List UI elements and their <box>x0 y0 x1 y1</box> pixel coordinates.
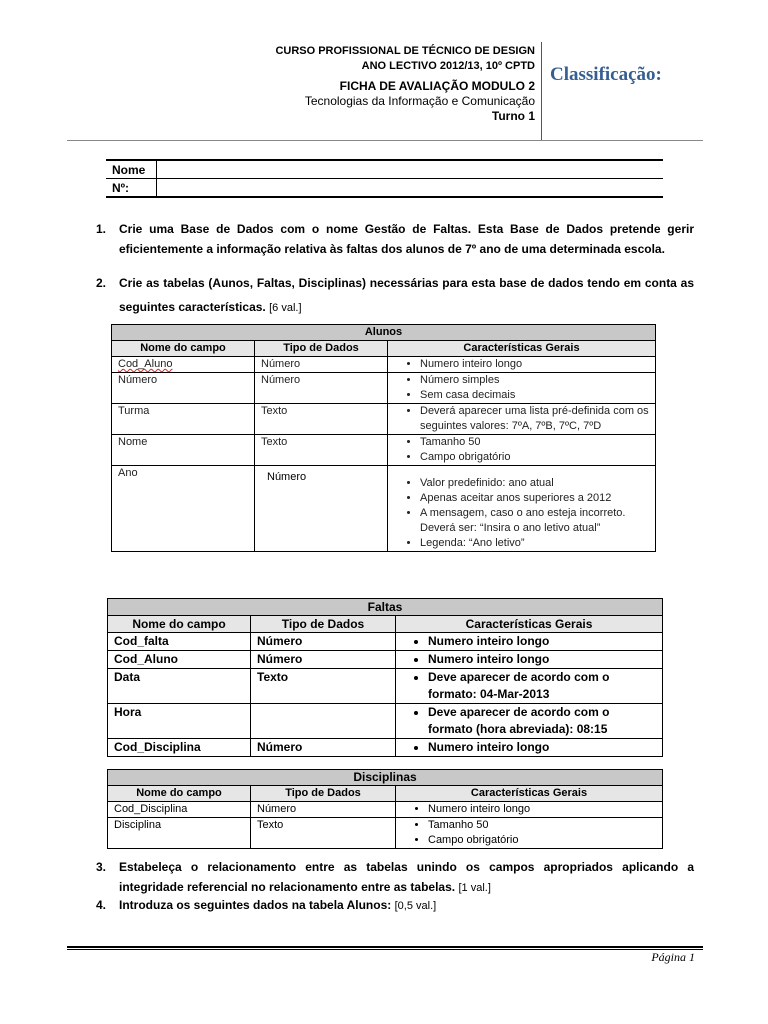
document-header <box>150 44 535 124</box>
data-type: Número <box>255 466 388 552</box>
field-name: Data <box>108 669 251 704</box>
table-row <box>108 802 663 818</box>
characteristic-item: • Sem casa decimais <box>420 388 649 403</box>
characteristic-item: • Valor predefinido: ano atual <box>420 476 649 491</box>
alunos-header-tipo: Tipo de Dados <box>255 341 388 357</box>
disciplinas-table-title: Disciplinas <box>108 770 663 786</box>
table-row <box>112 435 656 466</box>
data-type: Número <box>251 739 396 757</box>
question-2 <box>96 271 694 320</box>
number-field[interactable] <box>157 179 664 198</box>
question-4-text: Introduza os seguintes dados na tabela Alunos: <box>119 898 392 912</box>
question-2-text: Crie as tabelas (Aunos, Faltas, Disciplinas) necessárias para esta base de dados tendo em conta as seguintes características. <box>119 276 694 314</box>
page-number: Página 1 <box>651 950 695 964</box>
data-type: Texto <box>255 435 388 466</box>
disciplinas-header-caract: Características Gerais <box>396 786 663 802</box>
header-rule <box>67 140 703 141</box>
characteristic-item: • Numero inteiro longo <box>428 633 656 650</box>
table-row <box>112 466 656 552</box>
field-name: Cod_falta <box>108 633 251 651</box>
table-row <box>112 404 656 435</box>
header-divider <box>541 42 542 140</box>
question-1-text: Crie uma Base de Dados com o nome Gestão de Faltas. Esta Base de Dados pretende gerir eficientemente a informação relativa às faltas dos alunos de 7º ano de uma determinada escola. <box>119 222 694 256</box>
characteristic-item: • Tamanho 50 <box>428 818 656 833</box>
disciplinas-table <box>107 769 663 849</box>
characteristic-item: • Deve aparecer de acordo com o formato (hora abreviada): 08:15 <box>428 704 656 738</box>
data-type: Texto <box>255 404 388 435</box>
faltas-header-campo: Nome do campo <box>108 616 251 633</box>
question-4 <box>96 895 694 916</box>
question-3-number: 3. <box>96 860 107 874</box>
question-2-score: [6 val.] <box>269 302 302 314</box>
subject-name: Tecnologias da Informação e Comunicação <box>304 94 535 108</box>
characteristic-item: • Numero inteiro longo <box>420 357 649 372</box>
table-row <box>108 704 663 739</box>
characteristic-item: • Campo obrigatório <box>420 450 649 465</box>
characteristic-item: • Número simples <box>420 373 649 388</box>
faltas-header-caract: Características Gerais <box>396 616 663 633</box>
data-type: Número <box>251 802 396 818</box>
question-3-score: [1 val.] <box>458 882 491 894</box>
course-title: CURSO PROFISSIONAL DE TÉCNICO DE DESIGN <box>275 45 535 57</box>
shift-label: Turno 1 <box>491 109 535 123</box>
field-name: Nome <box>112 435 255 466</box>
data-type: Número <box>255 373 388 404</box>
table-row <box>108 739 663 757</box>
data-type: Texto <box>251 818 396 849</box>
table-row <box>108 651 663 669</box>
question-3 <box>96 857 694 898</box>
table-row <box>112 357 656 373</box>
field-name: Hora <box>108 704 251 739</box>
field-name: Turma <box>112 404 255 435</box>
field-name: Cod_Aluno <box>108 651 251 669</box>
characteristic-item: • Deverá aparecer uma lista pré-definida com os seguintes valores: 7ºA, 7ºB, 7ºC, 7ºD <box>420 404 649 434</box>
alunos-table <box>111 324 656 552</box>
field-name: Número <box>112 373 255 404</box>
worksheet-title: FICHA DE AVALIAÇÃO MODULO 2 <box>339 79 535 93</box>
alunos-table-title: Alunos <box>112 325 656 341</box>
field-name: Ano <box>112 466 255 552</box>
question-4-number: 4. <box>96 898 107 912</box>
footer-rule-thin <box>67 949 703 950</box>
field-name: Cod_Disciplina <box>108 739 251 757</box>
data-type: Número <box>251 651 396 669</box>
characteristic-item: • Numero inteiro longo <box>428 651 656 668</box>
data-type <box>251 704 396 739</box>
table-row <box>108 633 663 651</box>
characteristic-item: • Deve aparecer de acordo com o formato: 04-Mar-2013 <box>428 669 656 703</box>
characteristic-item: • Legenda: “Ano letivo” <box>420 536 649 551</box>
question-3-text: Estabeleça o relacionamento entre as tabelas unindo os campos apropriados aplicando a integridade referencial no relacionamento entre as tabelas. <box>119 860 694 894</box>
question-1 <box>96 219 694 259</box>
characteristic-item: • Tamanho 50 <box>420 435 649 450</box>
characteristic-item: • Numero inteiro longo <box>428 802 656 817</box>
faltas-table <box>107 598 663 757</box>
table-row <box>112 373 656 404</box>
grade-label: Classificação: <box>550 64 662 85</box>
data-type: Número <box>255 357 388 373</box>
data-type: Texto <box>251 669 396 704</box>
table-row <box>108 669 663 704</box>
name-label: Nome <box>106 160 157 179</box>
data-type: Número <box>251 633 396 651</box>
name-field[interactable] <box>157 160 664 179</box>
characteristic-item: • Numero inteiro longo <box>428 739 656 756</box>
faltas-table-title: Faltas <box>108 599 663 616</box>
characteristic-item: • A mensagem, caso o ano esteja incorreto. Deverá ser: “Insira o ano letivo atual” <box>420 506 649 536</box>
characteristic-item: • Apenas aceitar anos superiores a 2012 <box>420 491 649 506</box>
field-name: Cod_Disciplina <box>108 802 251 818</box>
number-label: Nº: <box>106 179 157 198</box>
field-name: Disciplina <box>108 818 251 849</box>
student-id-table <box>106 159 663 198</box>
table-row <box>108 818 663 849</box>
disciplinas-header-tipo: Tipo de Dados <box>251 786 396 802</box>
field-name: Cod_Aluno <box>118 358 173 370</box>
school-year: ANO LECTIVO 2012/13, 10º CPTD <box>361 60 535 72</box>
alunos-header-campo: Nome do campo <box>112 341 255 357</box>
question-4-score: [0,5 val.] <box>394 900 437 912</box>
question-1-number: 1. <box>96 222 107 236</box>
characteristic-item: • Campo obrigatório <box>428 833 656 848</box>
alunos-header-caract: Características Gerais <box>388 341 656 357</box>
question-2-number: 2. <box>96 276 107 290</box>
disciplinas-header-campo: Nome do campo <box>108 786 251 802</box>
footer-rule <box>67 946 703 948</box>
faltas-header-tipo: Tipo de Dados <box>251 616 396 633</box>
